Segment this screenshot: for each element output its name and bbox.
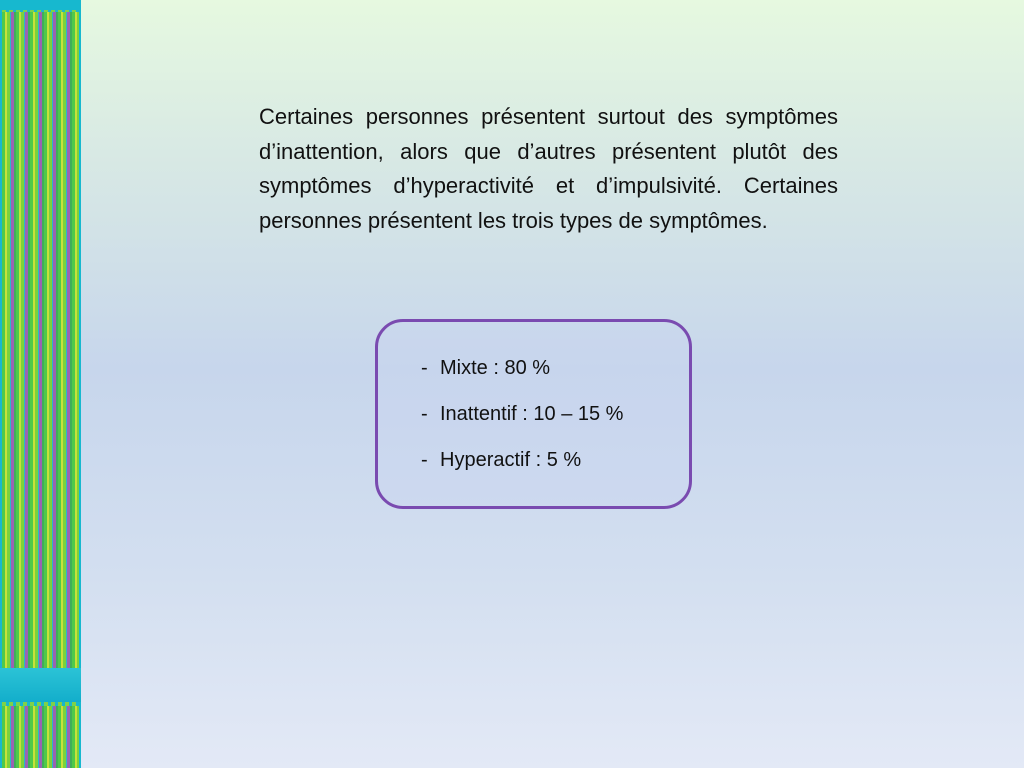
decorative-stripe-band	[0, 0, 81, 768]
stripe-upper-section	[2, 12, 79, 668]
statistics-box	[375, 319, 692, 509]
stripe-lower-section	[2, 706, 79, 768]
list-item-hyperactif	[421, 445, 623, 491]
stat-label-mixte: Mixte : 80 %	[440, 357, 551, 379]
list-item-inattentif	[421, 399, 623, 445]
bullet-dash: -	[421, 357, 428, 379]
list-item-mixte	[421, 353, 623, 399]
stat-label-inattentif: Inattentif : 10 – 15 %	[440, 403, 624, 425]
bullet-dash: -	[421, 403, 428, 425]
intro-paragraph: Certaines personnes présentent surtout des symptômes d’inattention, alors que d’autres présentent plutôt des symptômes d’hyperactivité et d’impulsivité. Certaines personnes présentent les trois types de symptômes.	[259, 104, 838, 233]
stat-label-hyperactif: Hyperactif : 5 %	[440, 449, 582, 471]
stripe-teal-band	[0, 668, 81, 702]
bullet-dash: -	[421, 449, 428, 471]
statistics-list	[421, 353, 623, 491]
